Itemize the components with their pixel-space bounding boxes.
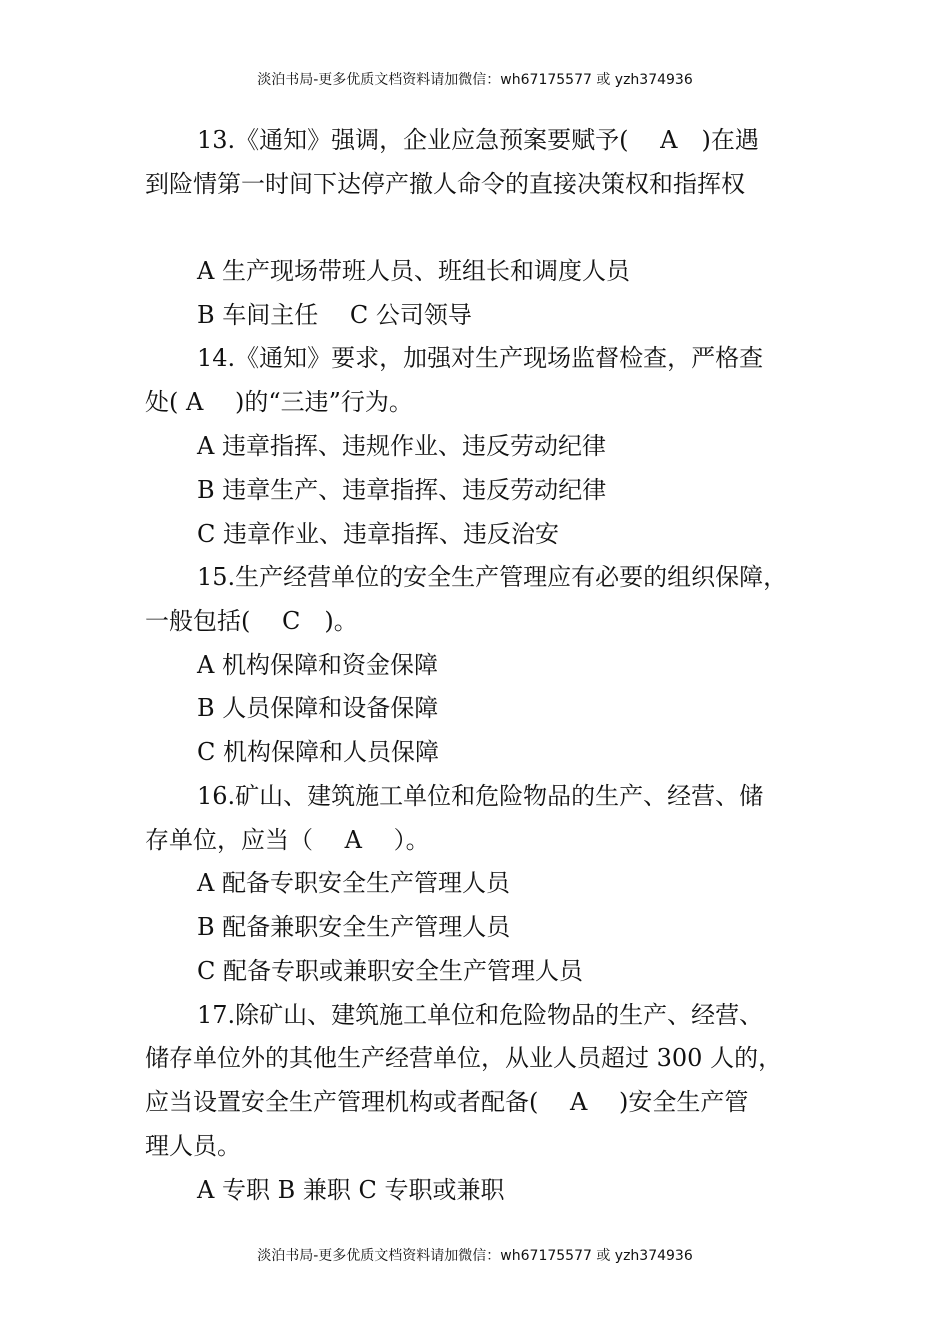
question-17-options: A 专职 B 兼职 C 专职或兼职 [197,1176,505,1204]
question-16-option-c: C 配备专职或兼职安全生产管理人员 [197,957,583,985]
question-16-line-2: 存单位，应当（ A ）。 [145,826,430,854]
question-17-line-2: 储存单位外的其他生产经营单位，从业人员超过 300 人的， [145,1044,783,1072]
question-17-line-1: 17.除矿山、建筑施工单位和危险物品的生产、经营、 [197,1001,764,1029]
question-16-line-1: 16.矿山、建筑施工单位和危险物品的生产、经营、储 [197,782,764,810]
question-14-line-2: 处( A )的“三违”行为。 [145,388,413,416]
question-14-line-1: 14.《通知》要求，加强对生产现场监督检查，严格查 [197,344,764,372]
question-14-option-a: A 违章指挥、违规作业、违反劳动纪律 [197,432,606,460]
question-13-options-bc: B 车间主任 C 公司领导 [197,301,472,329]
question-17-line-3: 应当设置安全生产管理机构或者配备( A )安全生产管 [145,1088,749,1116]
question-16-option-b: B 配备兼职安全生产管理人员 [197,913,511,941]
question-17-line-4: 理人员。 [145,1132,241,1160]
question-15-option-b: B 人员保障和设备保障 [197,694,439,722]
question-16-option-a: A 配备专职安全生产管理人员 [197,869,510,897]
question-15-option-c: C 机构保障和人员保障 [197,738,439,766]
question-15-option-a: A 机构保障和资金保障 [197,651,438,679]
question-13-option-a: A 生产现场带班人员、班组长和调度人员 [197,257,630,285]
question-14-option-b: B 违章生产、违章指挥、违反劳动纪律 [197,476,607,504]
question-15-line-2: 一般包括( C )。 [145,607,358,635]
question-14-option-c: C 违章作业、违章指挥、违反治安 [197,520,559,548]
question-13-line-1: 13.《通知》强调，企业应急预案要赋予( A )在遇 [197,126,759,154]
page-header-watermark: 淡泊书局-更多优质文档资料请加微信：wh67175577 或 yzh374936 [257,72,693,88]
question-13-line-2: 到险情第一时间下达停产撤人命令的直接决策权和指挥权 [145,170,745,198]
page-footer-watermark: 淡泊书局-更多优质文档资料请加微信：wh67175577 或 yzh374936 [257,1248,693,1264]
question-15-line-1: 15.生产经营单位的安全生产管理应有必要的组织保障， [197,563,788,591]
